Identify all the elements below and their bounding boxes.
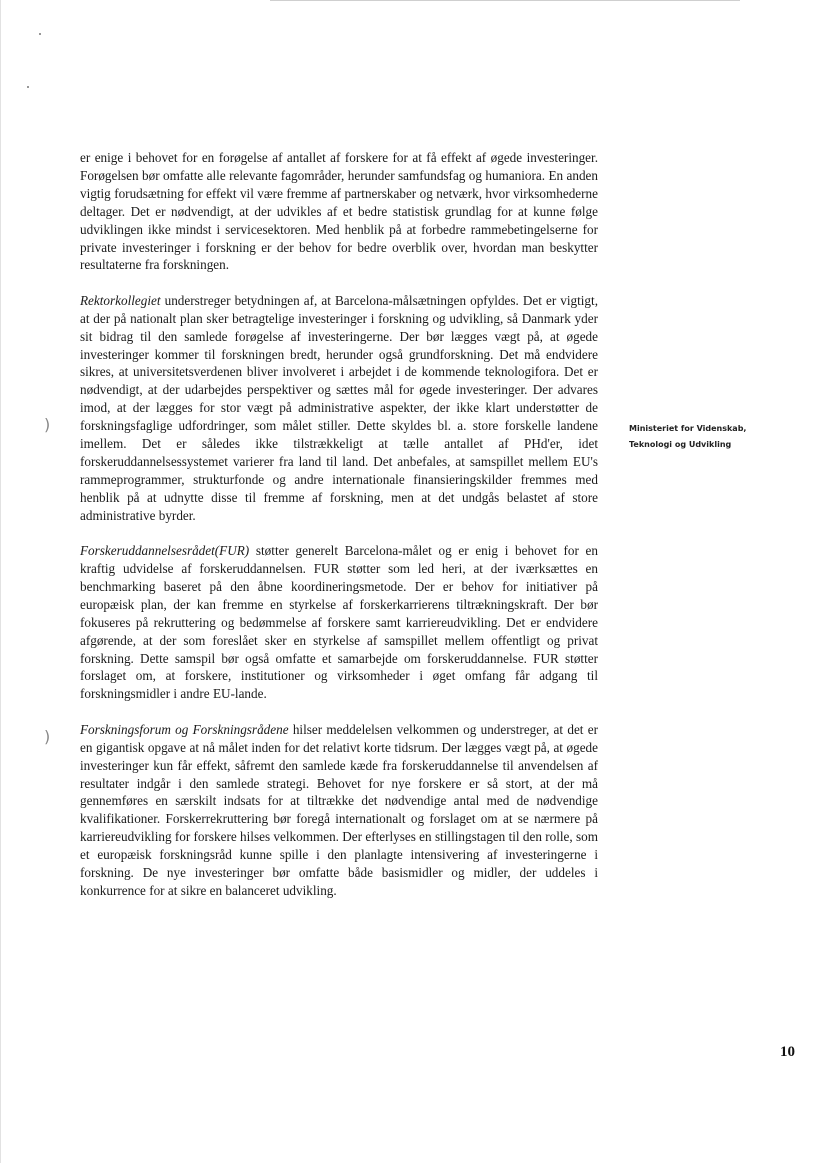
margin-bracket-mark: ) — [44, 727, 51, 746]
top-rule — [270, 0, 740, 1]
sidenote-line: Ministeriet for Videnskab, — [629, 424, 747, 433]
paragraph-intro: er enige i behovet for en forøgelse af antallet af forskere for at få effekt af øgede investeringer. Forøgelsen bør omfatte alle relevante fagområder, herunder samfundsfag og humaniora. En anden vigtig forudsætning for effekt vil være fremme af partnerskaber og netværk, hvor virksomhederne deltager. Det er nødvendigt, at der udvikles af et bedre statistisk grundlag for at kunne følge udviklingen ikke mindst i servicesektoren. Med henblik på at forbedre rammebetingelserne for private investeringer i forskning er der behov for bedre overblik over, hvordan man beskytter resultaterne fra forskningen. — [80, 150, 598, 273]
paragraph-rektorkollegiet: Rektorkollegiet understreger betydningen af, at Barcelona-målsætningen opfyldes. Det er vigtigt, at der på nationalt plan sker betragtelige investeringer i forskning og udvikling, så Danmark yder sit bidrag til den samlede forøgelse af investeringerne. Der bør lægges vægt på, at øgede investeringer kommer til forskningen bredt, herunder også grundforskning. Det må endvidere sikres, at universitetsverdenen bliver involveret i arbejdet i de kommende teknologifora. Det er nødvendigt, at der udarbejdes perspektiver og sættes mål for øgede investeringer. Der advares imod, at der lægges for stor vægt på administrative aspekter, der ikke klart understøtter de forskningsfaglige udfordringer, som målet stiller. Dette skyldes bl. a. store forskelle landene imellem. Det er således ikke tilstrækkeligt at tælle antallet af PHd'er, idet forskeruddannelsessystemet varierer fra land til land. Det anbefales, at samspillet mellem EU's rammeprogrammer, strukturfonde og andre internationale finansieringskilder fremmes med henblik på at udnytte disse til fremme af forskning, men at det undgås belastet af store administrative byrder. — [80, 292, 598, 523]
paragraph-lead: Forskeruddannelsesrådet(FUR) — [80, 543, 250, 559]
scan-speck — [39, 33, 41, 35]
document-body — [80, 149, 598, 917]
paragraph-lead: Rektorkollegiet — [80, 292, 161, 308]
paragraph-forskningsforum: Forskningsforum og Forskningsrådene hilser meddelelsen velkommen og understreger, at det er en gigantisk opgave at nå målet inden for det relativt korte tidsrum. Der lægges vægt på, at øgede investeringer kun får effekt, såfremt den samlede kæde fra forskeruddannelse til anvendelsen af resultater indgår i den samlede strategi. Behovet for nye forskere er så stort, at der må gennemføres en særskilt indsats for at tiltrække det nødvendige antal med de nødvendige kvalifikationer. Forskerrekruttering bør foregå internationalt og forslaget om at se nærmere på karriereudvikling for forskere hilses velkommen. Der efterlyses en stillingstagen til den rolle, som et europæisk forskningsråd kunne spille i den planlagte intensivering af investeringerne i forskning. De nye investeringer bør omfatte både basismidler og midler, der uddeles i konkurrence for at sikre en balanceret udvikling. — [80, 721, 598, 898]
margin-bracket-mark: ) — [44, 415, 51, 434]
paragraph-lead: Forskningsforum og Forskningsrådene — [80, 721, 289, 737]
sidenote-line: Teknologi og Udvikling — [629, 440, 732, 449]
page-edge — [0, 0, 1, 1163]
page-number: 10 — [780, 1044, 795, 1060]
scan-speck — [27, 86, 29, 88]
ministry-sidenote — [629, 421, 799, 453]
paragraph-fur: Forskeruddannelsesrådet(FUR) støtter generelt Barcelona-målet og er enig i behovet for en kraftig udvidelse af forskeruddannelsen. FUR støtter som led heri, at der iværksættes en benchmarking baseret på den åbne koordineringsmetode. Der er behov for initiativer på europæisk plan, der kan fremme en styrkelse af forskerkarrierens tiltrækningskraft. Der bør fokuseres på rekruttering og bedømmelse af forskere samt karriereudvikling. Det er endvidere afgørende, at der som foreslået sker en styrkelse af samspillet mellem offentligt og privat forskning. Dette samspil bør også omfatte et samarbejde om forskeruddannelse. FUR støtter forslaget om, at forskere, institutioner og virksomheder i øget omfang får adgang til forskningsmidler i andre EU-lande. — [80, 543, 598, 702]
